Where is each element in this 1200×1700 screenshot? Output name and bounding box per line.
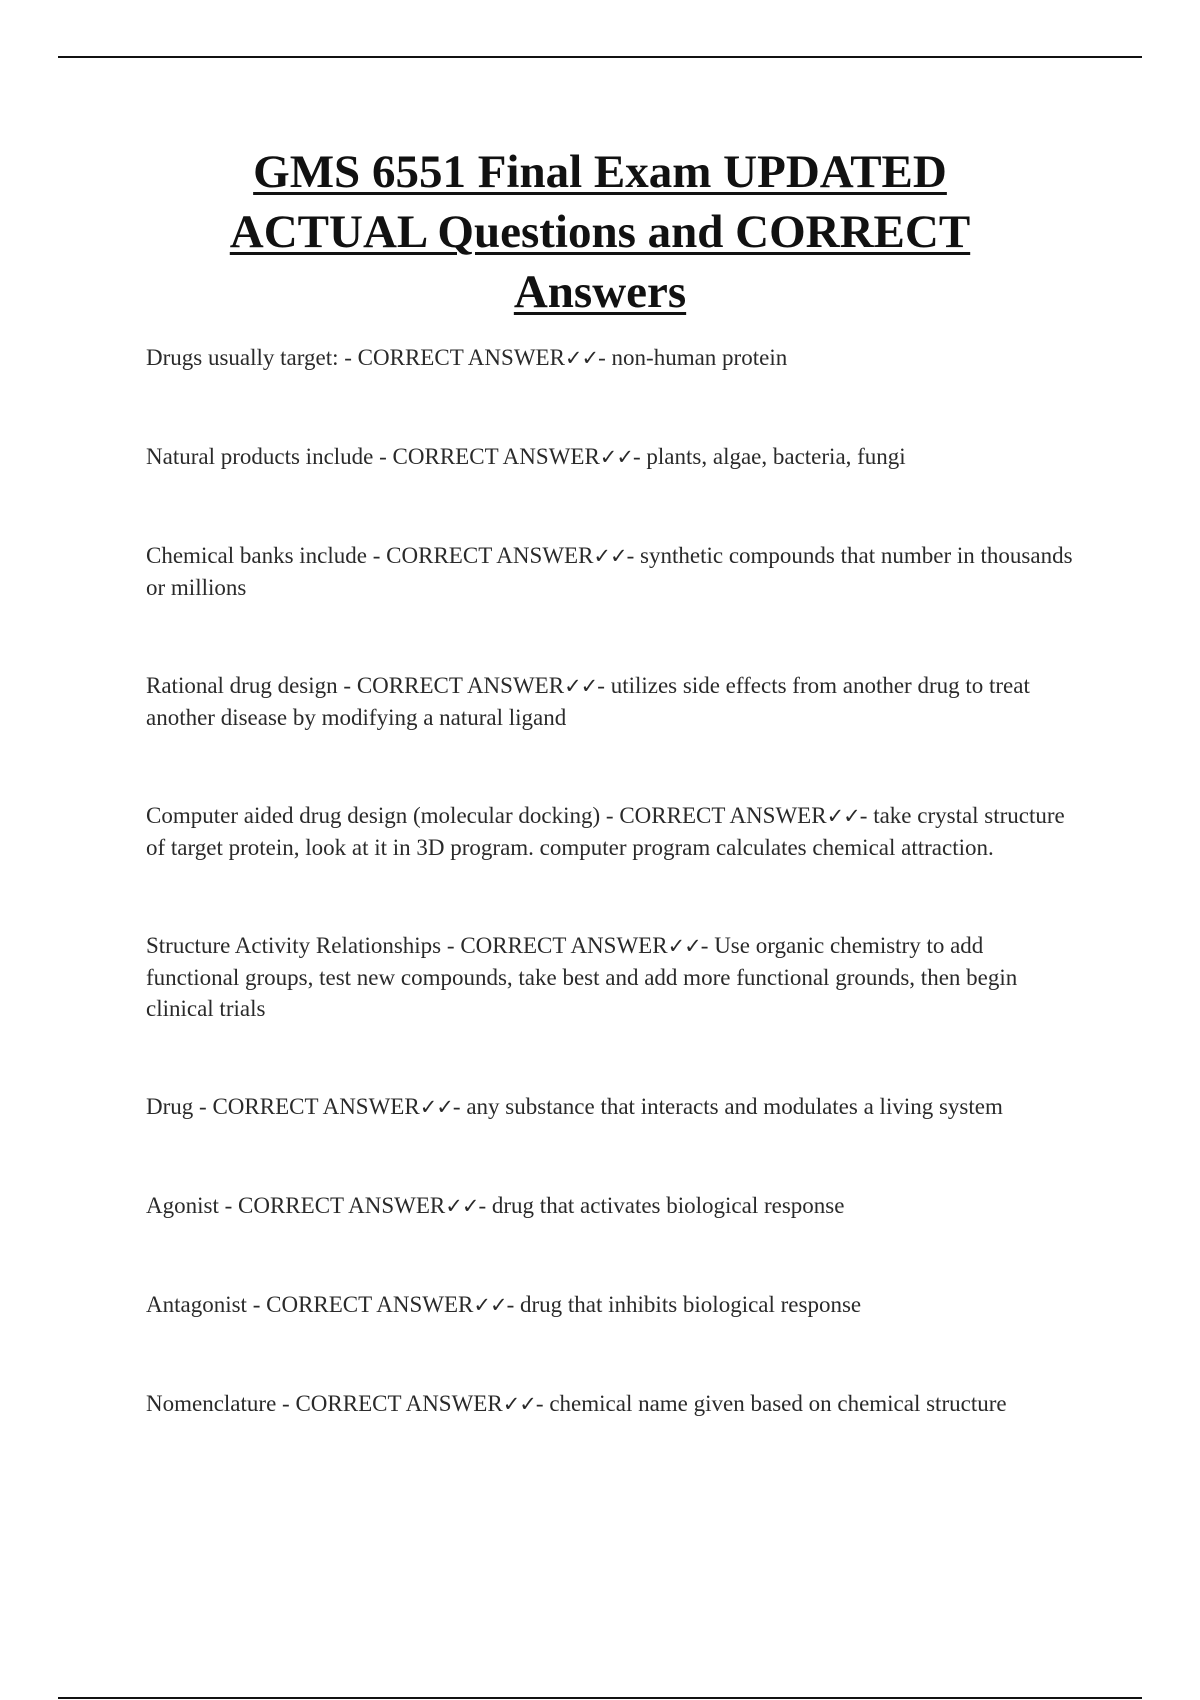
qa-term: Agonist [146, 1193, 219, 1218]
qa-term: Antagonist [146, 1292, 247, 1317]
qa-term: Drugs usually target: [146, 345, 339, 370]
double-check-icon: ✓✓ [593, 544, 627, 568]
qa-item: Chemical banks include - CORRECT ANSWER✓✓- synthetic compounds that number in thousands or millions [146, 543, 1073, 600]
qa-answer: any substance that interacts and modulates a living system [466, 1094, 1003, 1119]
qa-term: Nomenclature [146, 1391, 277, 1416]
answer-marker: CORRECT ANSWER [619, 803, 827, 828]
qa-term: Natural products include [146, 444, 374, 469]
qa-list [146, 342, 1076, 1487]
answer-marker: CORRECT ANSWER [386, 543, 594, 568]
double-check-icon: ✓✓ [564, 674, 598, 698]
title-line-2: ACTUAL Questions and CORRECT [229, 206, 971, 258]
qa-answer: Use organic chemistry to add functional groups, test new compounds, take best and add more functional grounds, then begin clinical trials [146, 933, 1018, 1021]
qa-term: Structure Activity Relationships [146, 933, 442, 958]
double-check-icon: ✓✓ [473, 1293, 507, 1317]
answer-marker: CORRECT ANSWER [356, 673, 565, 698]
double-check-icon: ✓✓ [599, 445, 633, 469]
answer-marker: CORRECT ANSWER [238, 1193, 446, 1218]
bottom-rule [58, 1697, 1142, 1699]
qa-answer: drug that activates biological response [491, 1193, 845, 1218]
qa-term: Chemical banks include [146, 543, 367, 568]
qa-answer: chemical name given based on chemical structure [549, 1391, 1007, 1416]
qa-item: Drug - CORRECT ANSWER✓✓- any substance that interacts and modulates a living system [146, 1094, 1003, 1119]
double-check-icon: ✓✓ [826, 804, 860, 828]
qa-answer: take crystal structure of target protein, look at it in 3D program. computer program calculates chemical attraction. [146, 803, 1065, 860]
double-check-icon: ✓✓ [419, 1095, 453, 1119]
qa-item: Structure Activity Relationships - CORRECT ANSWER✓✓- Use organic chemistry to add functional groups, test new compounds, take best and add more functional grounds, then begin clinical trials [146, 933, 1018, 1021]
answer-marker: CORRECT ANSWER [212, 1094, 420, 1119]
qa-answer: synthetic compounds that number in thousands or millions [146, 543, 1073, 600]
qa-item: Rational drug design - CORRECT ANSWER✓✓- utilizes side effects from another drug to treat another disease by modifying a natural ligand [146, 673, 1030, 730]
qa-answer: drug that inhibits biological response [520, 1292, 862, 1317]
answer-marker: CORRECT ANSWER [460, 933, 668, 958]
answer-marker: CORRECT ANSWER [392, 444, 600, 469]
qa-item: Antagonist - CORRECT ANSWER✓✓- drug that inhibits biological response [146, 1292, 862, 1317]
qa-answer: non-human protein [611, 345, 788, 370]
title-line-3: Answers [513, 266, 687, 318]
answer-marker: CORRECT ANSWER [357, 345, 565, 370]
qa-answer: utilizes side effects from another drug to treat another disease by modifying a natural ligand [146, 673, 1030, 730]
qa-term: Rational drug design [146, 673, 338, 698]
qa-item: Computer aided drug design (molecular docking) - CORRECT ANSWER✓✓- take crystal structure of target protein, look at it in 3D program. computer program calculates chemical attraction. [146, 803, 1065, 860]
answer-marker: CORRECT ANSWER [266, 1292, 474, 1317]
document-title [146, 142, 1054, 322]
qa-answer: plants, algae, bacteria, fungi [646, 444, 906, 469]
double-check-icon: ✓✓ [445, 1194, 479, 1218]
top-rule [58, 56, 1142, 58]
double-check-icon: ✓✓ [564, 346, 599, 370]
double-check-icon: ✓✓ [502, 1392, 536, 1416]
title-line-1: GMS 6551 Final Exam UPDATED [253, 146, 947, 198]
qa-term: Drug [146, 1094, 194, 1119]
qa-item: Natural products include - CORRECT ANSWER✓✓- plants, algae, bacteria, fungi [146, 444, 906, 469]
qa-item: Nomenclature - CORRECT ANSWER✓✓- chemical name given based on chemical structure [146, 1391, 1007, 1416]
qa-item: Agonist - CORRECT ANSWER✓✓- drug that activates biological response [146, 1193, 845, 1218]
answer-marker: CORRECT ANSWER [295, 1391, 503, 1416]
qa-term: Computer aided drug design (molecular docking) [146, 803, 601, 828]
double-check-icon: ✓✓ [667, 934, 701, 958]
qa-item: Drugs usually target: - CORRECT ANSWER✓✓- non-human protein [146, 345, 788, 370]
